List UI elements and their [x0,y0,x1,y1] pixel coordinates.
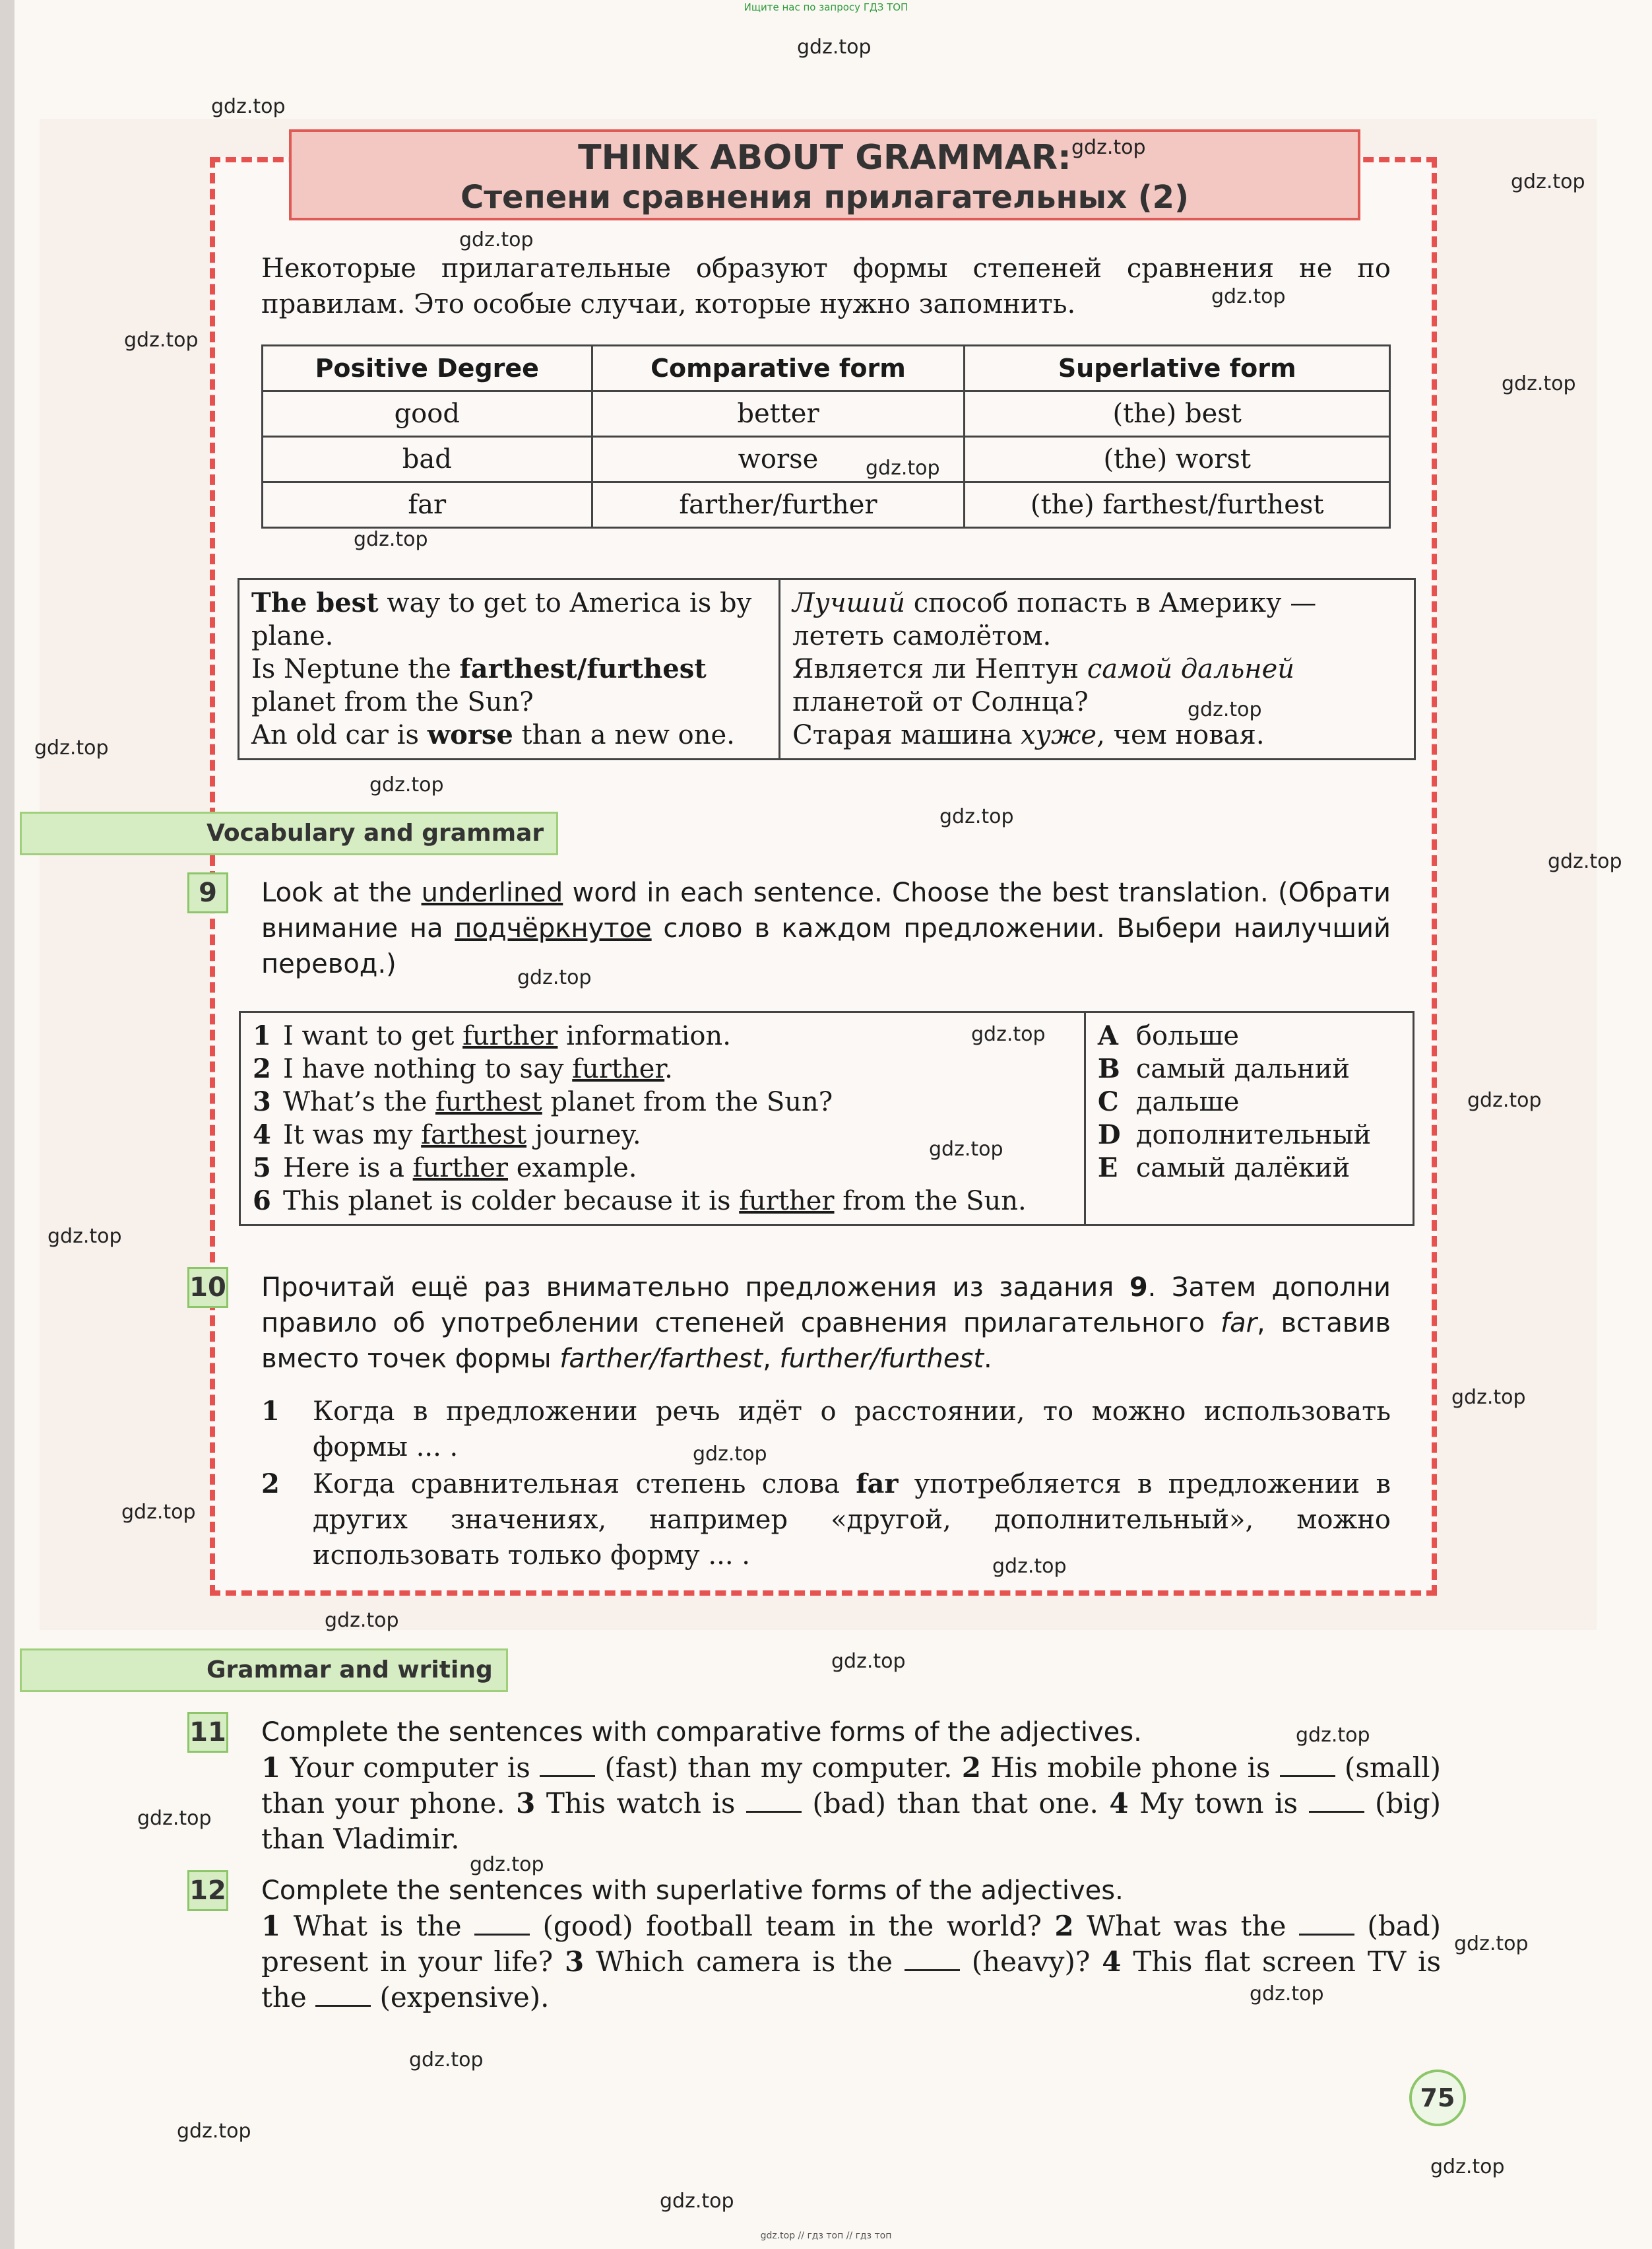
watermark: gdz.top [124,329,199,352]
watermark: gdz.top [48,1225,122,1248]
watermark: gdz.top [1211,285,1286,308]
answer-blank[interactable] [1299,1914,1354,1936]
list-item: D дополнительный [1097,1119,1372,1150]
rule-1: 1 Когда в предложении речь идёт о расстоянии, то можно использовать формы ... . [261,1396,1391,1462]
list-item: 4 It was my farthest journey. [253,1119,641,1150]
list-item: 1 I want to get further information. [253,1020,731,1051]
exercise-10-instruction: Прочитай ещё раз внимательно предложения из задания 9. Затем дополни правило об употреблении степеней сравнения прилагательного far, вставив вместо точек формы farther/farthest, further/furthest. [261,1272,1391,1374]
example-ru-3: Старая машина хуже, чем новая. [792,720,1265,750]
table-row [240,1012,1414,1225]
watermark: gdz.top [470,1853,544,1876]
grammar-title-banner [289,129,1360,220]
list-item: 5 Here is a further example. [253,1152,637,1183]
example-en-1: The best way to get to America is by plane. [251,587,752,651]
watermark: gdz.top [929,1138,1003,1161]
answer-blank[interactable] [540,1755,595,1777]
watermark: gdz.top [660,2190,734,2213]
watermark: gdz.top [1430,2155,1505,2178]
bottom-caption: gdz.top // гдз топ // гдз топ [760,2231,892,2241]
table-cell: bad [263,437,592,482]
degrees-table [261,344,1391,529]
table-row [263,437,1390,482]
watermark: gdz.top [325,1609,399,1632]
list-item: B самый дальний [1097,1053,1350,1084]
table-row [263,391,1390,437]
table-cell: (the) farthest/furthest [965,482,1390,528]
watermark: gdz.top [866,457,940,480]
watermark: gdz.top [34,736,109,760]
exercise-11-sentences: 1 Your computer is (fast) than my computer. 2 His mobile phone is (small) than your phone. 3 This watch is (bad) than that one. 4 My town is (big) than Vladimir. [261,1751,1442,1855]
watermark: gdz.top [1071,136,1146,159]
list-item: 2 I have nothing to say further. [253,1053,673,1084]
watermark: gdz.top [409,2048,484,2071]
list-item: E самый далёкий [1097,1152,1350,1183]
list-item: A больше [1097,1020,1240,1051]
table-cell: better [592,391,965,437]
watermark: gdz.top [137,1807,212,1830]
watermark: gdz.top [369,773,444,797]
watermark: gdz.top [693,1443,767,1466]
watermark: gdz.top [121,1501,196,1524]
watermark: gdz.top [1296,1724,1370,1747]
watermark: gdz.top [354,528,428,551]
answer-blank[interactable] [905,1949,960,1971]
exercise-9-table [239,1011,1414,1226]
watermark: gdz.top [1548,850,1622,873]
exercise-9-instruction: Look at the underlined word in each sentence. Choose the best translation. (Обрати внимание на подчёркнутое слово в каждом предложении. Выбери наилучший перевод.) [261,878,1391,979]
table-cell: (the) best [965,391,1390,437]
answer-blank[interactable] [1280,1755,1335,1777]
watermark: gdz.top [1511,170,1585,193]
watermark: gdz.top [1451,1386,1526,1409]
exercise-12-number: 12 [187,1870,228,1911]
table-row [263,482,1390,528]
watermark: gdz.top [1250,1982,1324,2005]
section-vocabulary-and-grammar: Vocabulary and grammar [20,812,558,855]
example-ru-2: Является ли Нептун самой дальней планетой от Солнца? [792,654,1295,717]
table-cell: far [263,482,592,528]
exercise-12-instruction: Complete the sentences with superlative forms of the adjectives. [261,1875,1124,1906]
watermark: gdz.top [939,805,1014,828]
watermark: gdz.top [992,1555,1067,1578]
grammar-subtitle: Степени сравнения прилагательных (2) [460,179,1190,216]
examples-table [238,578,1416,760]
header-superlative: Superlative form [965,346,1390,391]
exercise-9-options [1085,1012,1413,1225]
answer-blank[interactable] [315,1985,371,2007]
example-ru-1: Лучший способ попасть в Америку — лететь самолётом. [792,588,1317,651]
watermark: gdz.top [459,228,534,251]
examples-russian [780,579,1415,760]
exercise-11-number: 11 [187,1712,228,1753]
table-cell: worse [592,437,965,482]
example-en-2: Is Neptune the farthest/furthest planet from the Sun? [251,653,707,717]
table-cell: (the) worst [965,437,1390,482]
grammar-title: THINK ABOUT GRAMMAR: [578,138,1071,178]
examples-english [239,579,780,760]
watermark: gdz.top [517,966,592,989]
header-comparative: Comparative form [592,346,965,391]
page-number: 75 [1409,2070,1466,2126]
watermark: gdz.top [211,95,286,118]
page-spine-edge [0,0,15,2249]
watermark: gdz.top [177,2120,251,2143]
top-caption: Ищите нас по запросу ГДЗ ТОП [744,1,908,13]
table-cell: farther/further [592,482,965,528]
degrees-table-header [263,346,1390,391]
list-item: C дальше [1097,1086,1240,1117]
grammar-intro: Некоторые прилагательные образуют формы степеней сравнения не по правилам. Это особые случаи, которые нужно запомнить. [261,253,1391,319]
answer-blank[interactable] [474,1914,530,1936]
list-item: 6 This planet is colder because it is further from the Sun. [253,1185,1027,1216]
example-en-3: An old car is worse than a new one. [251,719,735,750]
answer-blank[interactable] [1309,1791,1364,1813]
watermark: gdz.top [971,1023,1046,1046]
table-cell: good [263,391,592,437]
watermark: gdz.top [1188,698,1262,721]
section-grammar-and-writing: Grammar and writing [20,1648,508,1692]
exercise-9-sentences [240,1012,1085,1225]
exercise-11-instruction: Complete the sentences with comparative forms of the adjectives. [261,1717,1142,1747]
exercise-12-sentences: 1 What is the (good) football team in the world? 2 What was the (bad) present in your life? 3 Which camera is the (heavy)? 4 This flat screen TV is the (expensive). [261,1910,1442,2013]
rule-2: 2 Когда сравнительная степень слова far употребляется в предложении в других значениях, например «другой, дополнительный», можно использовать только форму ... . [261,1468,1391,1571]
table-row [239,579,1415,760]
watermark: gdz.top [1454,1932,1529,1955]
watermark: gdz.top [797,36,872,59]
header-positive: Positive Degree [263,346,592,391]
watermark: gdz.top [1502,372,1576,395]
list-item: 3 What’s the furthest planet from the Sun? [253,1086,833,1117]
watermark: gdz.top [831,1650,906,1673]
watermark: gdz.top [1467,1089,1542,1112]
answer-blank[interactable] [746,1791,802,1813]
exercise-10-number: 10 [187,1267,228,1308]
exercise-9-number: 9 [187,872,228,913]
